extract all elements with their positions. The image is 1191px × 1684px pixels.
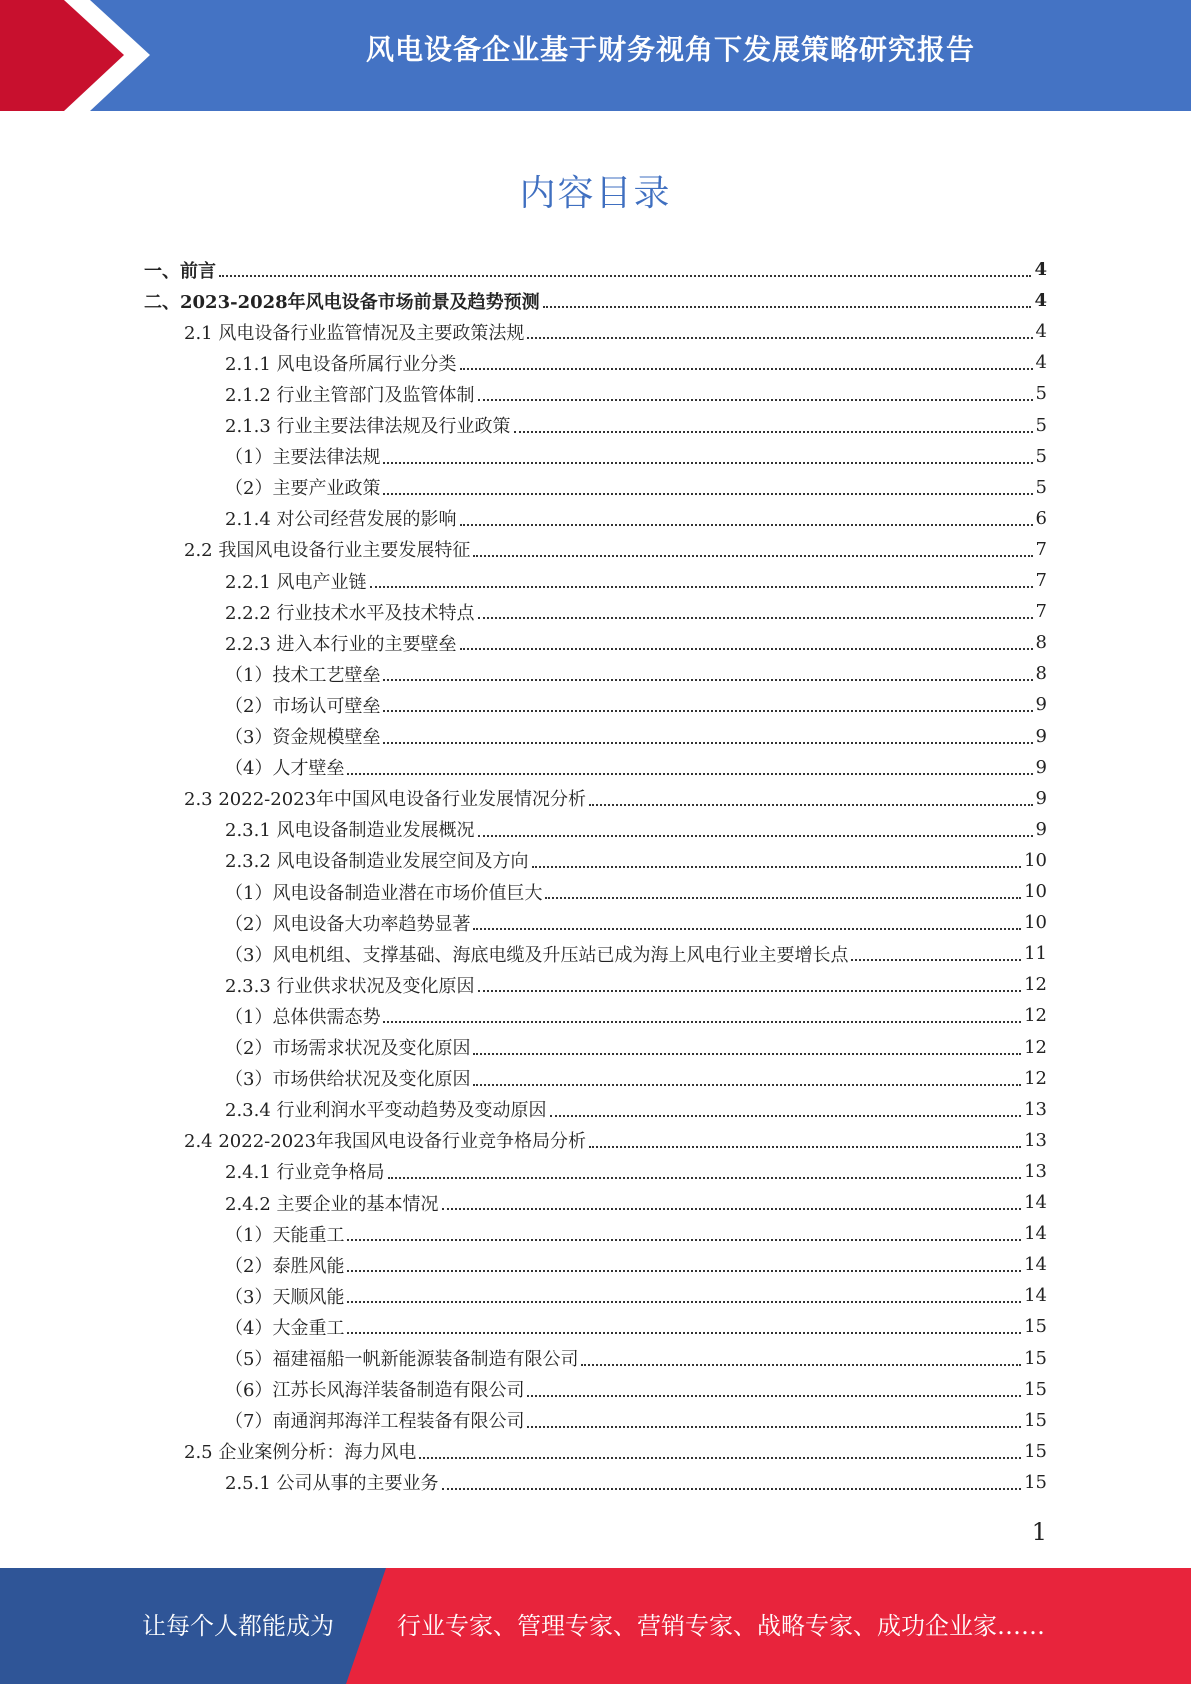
toc-entry[interactable] bbox=[144, 285, 1047, 316]
toc-leader-dots bbox=[851, 959, 1021, 961]
toc-entry-text: 二、2023-2028年风电设备市场前景及趋势预测 bbox=[144, 291, 540, 313]
toc-entry[interactable] bbox=[225, 1467, 1047, 1498]
toc-leader-dots bbox=[383, 742, 1032, 744]
toc-leader-dots bbox=[473, 1084, 1021, 1086]
toc-entry-page: 5 bbox=[1035, 476, 1047, 498]
toc-entry-text: 2.1.3 行业主要法律法规及行业政策 bbox=[225, 416, 511, 437]
page-number: 1 bbox=[1031, 1518, 1047, 1546]
toc-entry[interactable] bbox=[225, 658, 1047, 689]
toc-entry-page: 5 bbox=[1035, 414, 1047, 436]
toc-entry-text: 2.3.1 风电设备制造业发展概况 bbox=[225, 820, 475, 842]
toc-leader-dots bbox=[514, 431, 1033, 433]
toc-leader-dots bbox=[478, 617, 1033, 619]
toc-entry[interactable] bbox=[225, 410, 1047, 441]
toc-entry-page: 12 bbox=[1024, 1005, 1047, 1027]
toc-entry[interactable] bbox=[225, 627, 1047, 658]
toc-entry-page: 15 bbox=[1024, 1378, 1047, 1400]
toc-entry-text: 2.1.4 对公司经营发展的影响 bbox=[225, 509, 457, 531]
toc-entry-text: 2.3.2 风电设备制造业发展空间及方向 bbox=[225, 851, 529, 873]
toc-entry-text: 2.2 我国风电设备行业主要发展特征 bbox=[184, 540, 471, 562]
toc-leader-dots bbox=[473, 1053, 1021, 1055]
toc-leader-dots bbox=[473, 928, 1021, 930]
footer-banner bbox=[0, 1568, 1191, 1684]
toc-leader-dots bbox=[383, 679, 1032, 681]
toc-entry-text: （7）南通润邦海洋工程装备有限公司 bbox=[225, 1411, 525, 1433]
toc-entry-page: 4 bbox=[1034, 290, 1047, 312]
toc-entry-text: 2.1.2 行业主管部门及监管体制 bbox=[225, 384, 475, 406]
toc-entry[interactable] bbox=[184, 316, 1047, 347]
toc-entry-text: 2.5.1 公司从事的主要业务 bbox=[225, 1473, 439, 1495]
toc-entry-text: 2.2.2 行业技术水平及技术特点 bbox=[225, 602, 475, 624]
toc-entry[interactable] bbox=[225, 689, 1047, 720]
toc-entry-text: 2.4.2 主要企业的基本情况 bbox=[225, 1193, 439, 1215]
toc-entry[interactable] bbox=[225, 1311, 1047, 1342]
header-bar bbox=[0, 0, 1191, 111]
toc-entry-page: 13 bbox=[1024, 1098, 1047, 1120]
toc-entry[interactable] bbox=[225, 721, 1047, 752]
toc-leader-dots bbox=[347, 1239, 1021, 1241]
toc-entry-text: 2.2.3 进入本行业的主要壁垒 bbox=[225, 633, 457, 655]
toc-leader-dots bbox=[478, 835, 1033, 837]
toc-entry[interactable] bbox=[225, 969, 1047, 1000]
toc-entry-page: 6 bbox=[1035, 507, 1047, 529]
toc-entry-page: 7 bbox=[1035, 570, 1047, 591]
toc-leader-dots bbox=[589, 804, 1033, 806]
toc-entry-page: 8 bbox=[1035, 663, 1047, 685]
toc-entry[interactable] bbox=[184, 534, 1047, 565]
toc-entry-page: 12 bbox=[1024, 1036, 1047, 1058]
toc-entry-text: （2）市场需求状况及变化原因 bbox=[225, 1038, 471, 1059]
toc-leader-dots bbox=[383, 1021, 1021, 1023]
toc-entry-text: 2.5 企业案例分析：海力风电 bbox=[184, 1442, 417, 1464]
toc-entry[interactable] bbox=[225, 938, 1047, 969]
toc-entry-page: 14 bbox=[1024, 1223, 1047, 1245]
toc-entry-text: （1）总体供需态势 bbox=[225, 1006, 381, 1028]
footer-slogan-right: 行业专家、管理专家、营销专家、战略专家、成功企业家…… bbox=[397, 1612, 1045, 1640]
toc-entry-page: 7 bbox=[1035, 601, 1047, 623]
toc-entry[interactable] bbox=[225, 441, 1047, 472]
toc-entry-page: 14 bbox=[1024, 1192, 1047, 1213]
toc-entry-page: 13 bbox=[1024, 1160, 1047, 1182]
toc-leader-dots bbox=[219, 275, 1031, 277]
toc-entry-page: 4 bbox=[1035, 352, 1047, 374]
toc-entry[interactable] bbox=[184, 783, 1047, 814]
toc-entry[interactable] bbox=[225, 1374, 1047, 1405]
toc-entry-page: 9 bbox=[1035, 725, 1047, 747]
toc-entry-text: （3）风电机组、支撑基础、海底电缆及升压站已成为海上风电行业主要增长点 bbox=[225, 944, 849, 966]
toc-entry-page: 14 bbox=[1024, 1285, 1047, 1307]
toc-entry[interactable] bbox=[225, 1187, 1047, 1218]
toc-entry-text: （2）泰胜风能 bbox=[225, 1255, 345, 1277]
report-title: 风电设备企业基于财务视角下发展策略研究报告 bbox=[365, 33, 975, 66]
toc-entry-page: 12 bbox=[1024, 1067, 1047, 1089]
toc-entry-page: 15 bbox=[1024, 1409, 1047, 1431]
toc-entry-page: 9 bbox=[1035, 694, 1047, 716]
toc-entry-page: 10 bbox=[1024, 912, 1047, 934]
toc-entry-page: 9 bbox=[1035, 787, 1047, 809]
toc-leader-dots bbox=[527, 337, 1032, 339]
toc-entry-page: 5 bbox=[1035, 383, 1047, 405]
toc-entry-page: 9 bbox=[1035, 756, 1047, 778]
toc-entry-text: （2）风电设备大功率趋势显著 bbox=[225, 913, 471, 935]
toc-entry-text: 一、前言 bbox=[144, 260, 216, 282]
toc-entry-page: 8 bbox=[1035, 632, 1047, 654]
toc-leader-dots bbox=[473, 555, 1032, 557]
toc-entry[interactable] bbox=[225, 1094, 1047, 1125]
toc-entry[interactable] bbox=[225, 1063, 1047, 1094]
toc-leader-dots bbox=[550, 1115, 1022, 1117]
toc-entry[interactable] bbox=[225, 1280, 1047, 1311]
toc-entry-text: （1）风电设备制造业潜在市场价值巨大 bbox=[225, 882, 543, 904]
toc-entry-text: （5）福建福船一帆新能源装备制造有限公司 bbox=[225, 1349, 579, 1370]
toc-leader-dots bbox=[442, 1208, 1022, 1210]
toc-entry-text: 2.3.4 行业利润水平变动趋势及变动原因 bbox=[225, 1100, 547, 1122]
toc-leader-dots bbox=[383, 493, 1032, 495]
toc-entry[interactable] bbox=[225, 347, 1047, 378]
toc-entry-page: 15 bbox=[1024, 1316, 1047, 1338]
toc-entry-page: 9 bbox=[1035, 818, 1047, 840]
toc-leader-dots bbox=[478, 990, 1022, 992]
toc-entry-text: （4）大金重工 bbox=[225, 1317, 345, 1339]
toc-leader-dots bbox=[383, 462, 1032, 464]
toc-entry[interactable] bbox=[225, 752, 1047, 783]
toc-entry[interactable] bbox=[225, 1218, 1047, 1249]
toc-entry-page: 15 bbox=[1024, 1471, 1047, 1493]
toc-entry-text: （1）主要法律法规 bbox=[225, 447, 381, 469]
toc-entry-page: 15 bbox=[1024, 1347, 1047, 1369]
toc-entry-text: （2）主要产业政策 bbox=[225, 478, 381, 500]
toc-leader-dots bbox=[460, 368, 1033, 370]
toc-entry-page: 15 bbox=[1024, 1440, 1047, 1462]
toc-leader-dots bbox=[347, 773, 1032, 775]
toc-leader-dots bbox=[527, 1395, 1021, 1397]
toc-entry[interactable] bbox=[225, 1156, 1047, 1187]
toc-leader-dots bbox=[478, 399, 1033, 401]
toc-leader-dots bbox=[527, 1426, 1021, 1428]
toc-entry[interactable] bbox=[225, 876, 1047, 907]
toc-entry-text: （3）资金规模壁垒 bbox=[225, 727, 381, 748]
toc-entry[interactable] bbox=[225, 1249, 1047, 1280]
toc-entry-text: 2.4.1 行业竞争格局 bbox=[225, 1162, 385, 1184]
toc-leader-dots bbox=[589, 1146, 1021, 1148]
toc-entry[interactable] bbox=[225, 565, 1047, 596]
toc-leader-dots bbox=[581, 1364, 1021, 1366]
toc-entry-text: （3）天顺风能 bbox=[225, 1286, 345, 1308]
toc-leader-dots bbox=[419, 1457, 1021, 1459]
toc-entry-text: （4）人才壁垒 bbox=[225, 758, 345, 780]
toc-leader-dots bbox=[532, 866, 1022, 868]
toc-heading: 内容目录 bbox=[519, 173, 672, 214]
toc-entry[interactable] bbox=[225, 472, 1047, 503]
chevron-logo-icon bbox=[0, 0, 160, 111]
toc-leader-dots bbox=[383, 710, 1032, 712]
toc-entry[interactable] bbox=[225, 814, 1047, 845]
toc-entry-page: 11 bbox=[1024, 943, 1047, 965]
toc-leader-dots bbox=[460, 648, 1033, 650]
toc-entry[interactable] bbox=[225, 907, 1047, 938]
toc-entry[interactable] bbox=[225, 1405, 1047, 1436]
toc-entry-text: 2.1.1 风电设备所属行业分类 bbox=[225, 353, 457, 375]
toc-entry-text: 2.3 2022-2023年中国风电设备行业发展情况分析 bbox=[184, 789, 587, 811]
toc-leader-dots bbox=[347, 1270, 1021, 1272]
toc-entry[interactable] bbox=[225, 596, 1047, 627]
toc-leader-dots bbox=[347, 1332, 1021, 1334]
toc-entry-page: 4 bbox=[1035, 321, 1047, 343]
toc-entry-text: （6）江苏长风海洋装备制造有限公司 bbox=[225, 1380, 525, 1402]
toc-leader-dots bbox=[545, 897, 1021, 899]
toc-leader-dots bbox=[543, 306, 1032, 308]
toc-entry-text: 2.4 2022-2023年我国风电设备行业竞争格局分析 bbox=[184, 1131, 587, 1153]
toc-entry-page: 14 bbox=[1024, 1254, 1047, 1276]
toc-entry-page: 13 bbox=[1024, 1129, 1047, 1151]
footer-slogan-left: 让每个人都能成为 bbox=[142, 1612, 334, 1640]
toc-entry-text: （1）技术工艺壁垒 bbox=[225, 664, 381, 686]
toc-entry[interactable] bbox=[225, 845, 1047, 876]
toc-entry-page: 4 bbox=[1034, 259, 1047, 280]
toc-entry-page: 5 bbox=[1035, 445, 1047, 467]
toc-leader-dots bbox=[388, 1177, 1022, 1179]
toc-leader-dots bbox=[460, 524, 1033, 526]
toc-entry-text: （1）天能重工 bbox=[225, 1224, 345, 1246]
toc-entry[interactable] bbox=[225, 1000, 1047, 1031]
toc-leader-dots bbox=[347, 1301, 1021, 1303]
toc-entry-page: 12 bbox=[1024, 974, 1047, 996]
toc-entry-text: 2.3.3 行业供求状况及变化原因 bbox=[225, 975, 475, 997]
toc-entry-text: （2）市场认可壁垒 bbox=[225, 695, 381, 717]
toc-entry[interactable] bbox=[144, 254, 1047, 285]
toc-leader-dots bbox=[370, 586, 1033, 588]
toc-entry-text: 2.2.1 风电产业链 bbox=[225, 571, 367, 593]
toc-entry[interactable] bbox=[225, 1343, 1047, 1374]
toc-entry-page: 7 bbox=[1035, 538, 1047, 560]
toc-leader-dots bbox=[442, 1488, 1022, 1490]
toc-entry[interactable] bbox=[225, 503, 1047, 534]
toc-entry[interactable] bbox=[184, 1436, 1047, 1467]
toc-entry-page: 10 bbox=[1024, 849, 1047, 871]
toc-entry[interactable] bbox=[184, 1125, 1047, 1156]
toc-entry-text: 2.1 风电设备行业监管情况及主要政策法规 bbox=[184, 322, 525, 344]
toc-entry-text: （3）市场供给状况及变化原因 bbox=[225, 1069, 471, 1091]
toc-entry[interactable] bbox=[225, 378, 1047, 409]
toc-entry-page: 10 bbox=[1024, 881, 1047, 902]
toc-entry[interactable] bbox=[225, 1032, 1047, 1063]
